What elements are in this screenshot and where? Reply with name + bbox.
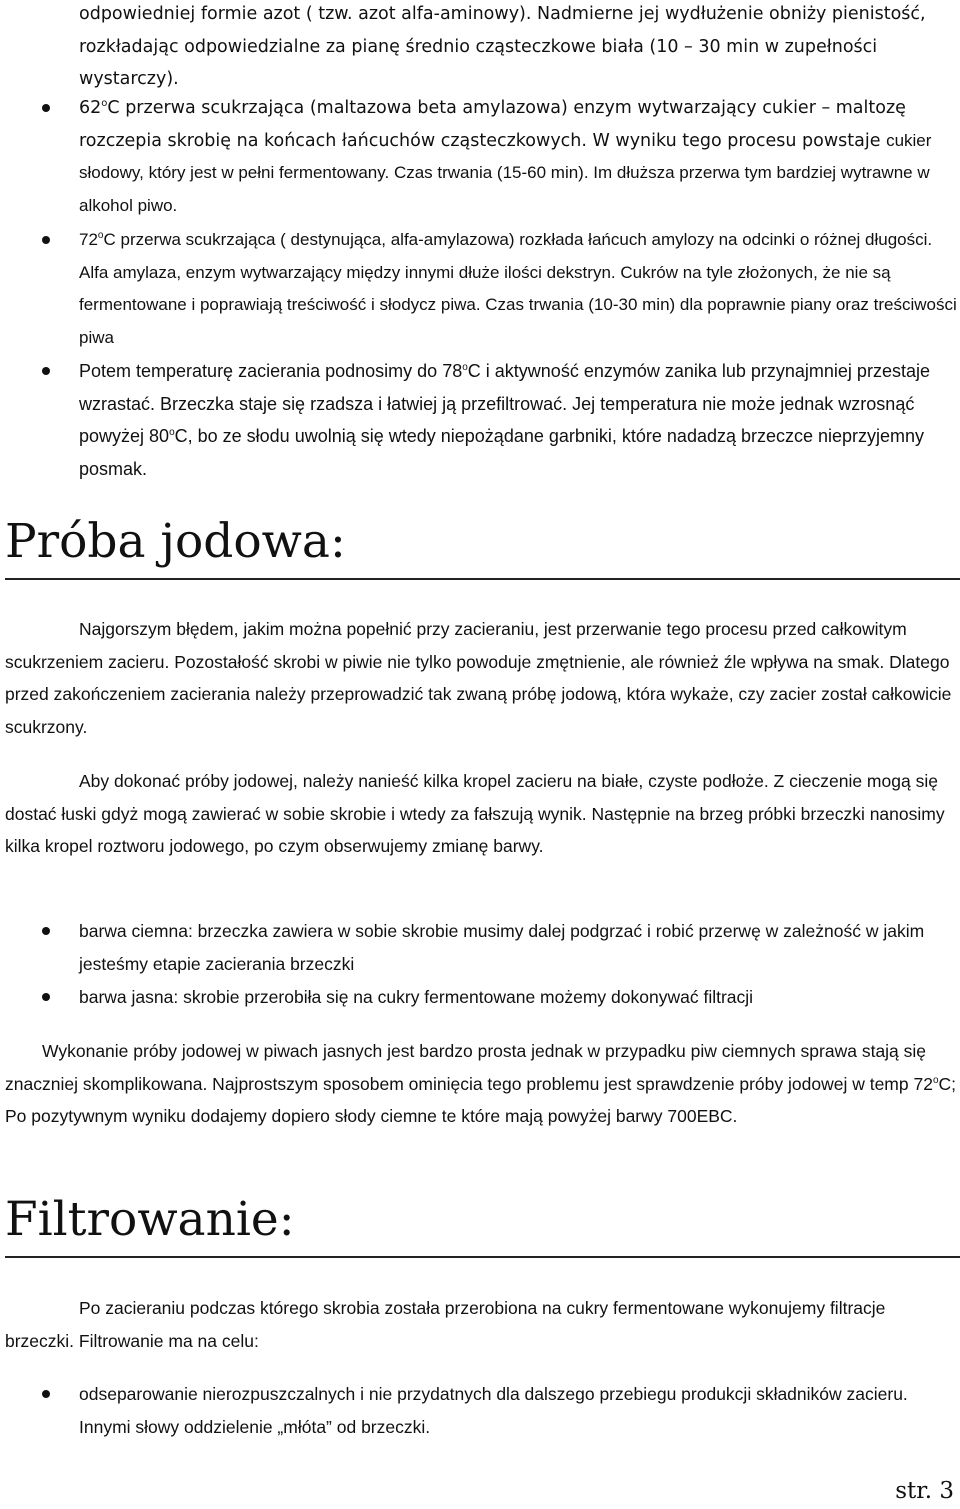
heading-divider	[5, 1256, 960, 1258]
rest-72-text: 72$^o$C przerwa scukrzająca ( destynująca, alfa-amylazowa) rozkłada łańcuch amylozy na odcinki o różnej długości. Alfa amylaza, enzym wytwarzający między innymi dłuże ilości dekstryn. Cukrów na tyle złożonych, że nie są fermentowane i poprawiają treściwość i słodycz piwa. Czas trwania (10-30 min) dla poprawnie piany oraz treściwości piwa	[79, 230, 957, 347]
bullet-icon	[42, 236, 50, 244]
result-light: barwa jasna: skrobie przerobiła się na cukry fermentowane możemy dokonywać filtracji	[79, 987, 754, 1007]
rest-78-text: Potem temperaturę zacierania podnosimy do 78$^o$C i aktywność enzymów zanika lub przynajmniej przestaje wzrastać. Brzeczka staje się rzadsza i łatwiej ją przefiltrować. Jej temperatura nie może jednak wzrosnąć powyżej 80$^o$C, bo ze słodu uwolnią się wtedy niepożądane garbniki, które nadadzą brzeczce nieprzyjemny posmak.	[79, 361, 930, 479]
section-heading-iodine: Próba jodowa:	[5, 514, 346, 569]
iodine-para-2: Aby dokonać próby jodowej, należy nanieść kilka kropel zacieru na białe, czyste podłoże. Z cieczenie mogą się dostać łuski gdyż mogą zawierać w sobie skrobie i wtedy za fałszują wynik. Następnie na brzeg próbki brzeczki nanosimy kilka kropel roztworu jodowego, po czym obserwujemy zmianę barwy.	[5, 771, 945, 856]
filter-goal: odseparowanie nierozpuszczalnych i nie przydatnych dla dalszego przebiegu produkcji składników zacieru. Innymi słowy oddzielenie „młóta” od brzeczki.	[79, 1384, 908, 1437]
page-number: str. 3	[895, 1478, 954, 1504]
iodine-para-3: Wykonanie próby jodowej w piwach jasnych jest bardzo prosta jednak w przypadku piw ciemnych sprawa stają się znaczniej skomplikowana. Najprostszym sposobem ominięcia tego problemu jest sprawdzenie próby jodowej w temp 72$^o$C; Po pozytywnym wyniku dodajemy dopiero słody ciemne te które mają powyżej barwy 700EBC.	[5, 1041, 957, 1126]
result-dark: barwa ciemna: brzeczka zawiera w sobie skrobie musimy dalej podgrzać i robić przerwę w zależność w jakim jesteśmy etapie zacierania brzeczki	[79, 921, 925, 974]
bullet-icon	[42, 993, 50, 1001]
bullet-icon	[42, 367, 50, 375]
heading-divider	[5, 578, 960, 580]
filter-para-1: Po zacieraniu podczas którego skrobia została przerobiona na cukry fermentowane wykonujemy filtracje brzeczki. Filtrowanie ma na celu:	[5, 1298, 886, 1351]
intro-continuation: odpowiedniej formie azot ( tzw. azot alfa-aminowy). Nadmierne jej wydłużenie obniży pienistość, rozkładając odpowiedzialne za pianę średnio cząsteczkowe biała (10 – 30 min w zupełności wystarczy).	[79, 4, 926, 89]
section-heading-filter: Filtrowanie:	[5, 1192, 295, 1247]
rest-62-text: 62$^o$C przerwa scukrzająca (maltazowa beta amylazowa) enzym wytwarzający cukier – maltozę rozczepia skrobię na końcach łańcuchów cząsteczkowych. W wyniku tego procesu powstaje cukier słodowy, który jest w pełni fermentowany. Czas trwania (15-60 min). Im dłuższa przerwa tym bardziej wytrawne w alkohol piwo.	[79, 98, 932, 215]
bullet-icon	[42, 1390, 50, 1398]
bullet-icon	[42, 104, 50, 112]
bullet-icon	[42, 927, 50, 935]
iodine-para-1: Najgorszym błędem, jakim można popełnić przy zacieraniu, jest przerwanie tego procesu przed całkowitym scukrzeniem zacieru. Pozostałość skrobi w piwie nie tylko powoduje zmętnienie, ale również źle wpływa na smak. Dlatego przed zakończeniem zacierania należy przeprowadzić tak zwaną próbę jodową, która wykaże, czy zacier został całkowicie scukrzony.	[5, 619, 952, 737]
